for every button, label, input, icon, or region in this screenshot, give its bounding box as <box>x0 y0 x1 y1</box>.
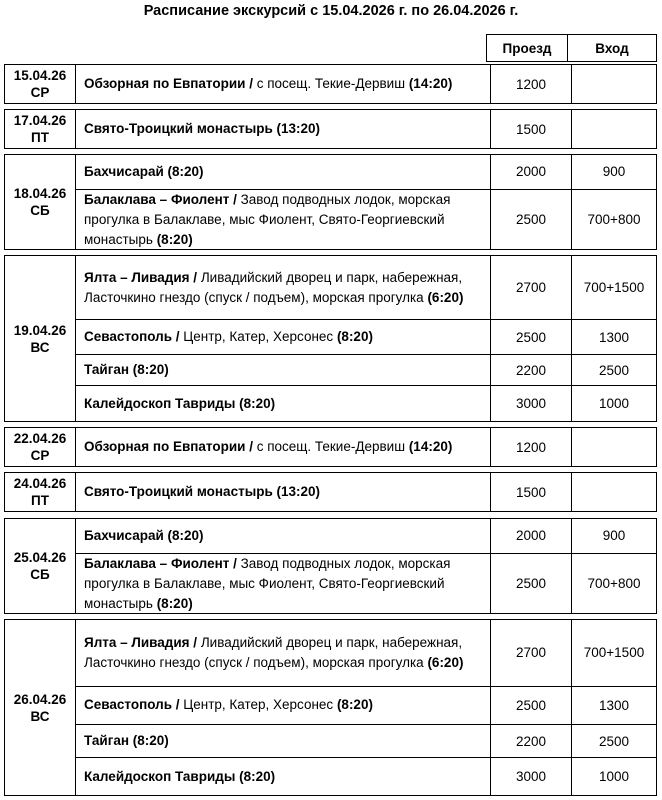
excursion-description <box>76 320 491 354</box>
date-group <box>4 154 657 250</box>
weekday-value: ВС <box>30 708 50 724</box>
excursion-text <box>84 437 452 457</box>
excursion-text <box>84 394 275 414</box>
departure-time: (6:20) <box>427 654 464 670</box>
excursion-description <box>76 519 491 553</box>
table-row <box>76 758 656 795</box>
excursion-description <box>76 725 491 757</box>
table-row <box>76 320 656 355</box>
entry-price <box>572 473 656 511</box>
fare-price: 2700 <box>491 256 572 319</box>
excursion-details: с посещ. Текие-Дервиш <box>252 76 409 91</box>
date-cell <box>5 155 76 249</box>
fare-price: 2500 <box>491 554 572 614</box>
weekday-value: ВС <box>30 339 50 355</box>
fare-price: 1500 <box>491 110 572 148</box>
departure-time: (8:20) <box>336 697 373 713</box>
excursion-details: Центр, Катер, Херсонес <box>179 329 337 345</box>
entry-column-header: Вход <box>595 40 629 56</box>
excursion-title: Тайган (8:20) <box>84 733 169 749</box>
table-row <box>76 725 656 758</box>
entry-price: 1300 <box>598 697 630 713</box>
excursion-description <box>76 687 491 725</box>
departure-time: (14:20) <box>408 439 453 454</box>
entry-price: 700+1500 <box>583 280 645 296</box>
excursion-rows <box>76 256 656 421</box>
excursion-rows <box>76 65 656 103</box>
entry-price: 1300 <box>598 329 630 345</box>
excursion-text <box>84 633 490 673</box>
excursion-title: Балаклава – Фиолент / <box>84 555 237 571</box>
date-cell <box>5 519 76 613</box>
table-row <box>76 386 656 421</box>
table-row <box>76 519 656 554</box>
excursion-text <box>84 327 373 347</box>
date-value: 17.04.26 <box>13 113 67 128</box>
entry-price: 900 <box>602 164 626 180</box>
date-cell <box>5 110 76 148</box>
table-row <box>76 190 656 250</box>
date-value: 26.04.26 <box>13 691 67 707</box>
excursion-details: Ливадийский дворец и парк, набережная, Ласточкино гнездо (спуск / подъем), морская прогулка <box>84 634 463 670</box>
date-value: 15.04.26 <box>13 68 67 83</box>
table-row <box>76 110 656 148</box>
excursion-details: Центр, Катер, Херсонес <box>179 697 337 713</box>
fare-price: 3000 <box>491 758 572 795</box>
entry-price <box>572 110 656 148</box>
weekday-value: СБ <box>30 203 50 218</box>
table-header <box>486 34 657 62</box>
entry-price: 2500 <box>598 362 630 378</box>
excursion-text <box>84 268 490 308</box>
date-cell <box>5 473 76 511</box>
fare-price: 1500 <box>491 473 572 511</box>
excursion-details: Завод подводных лодок, морская прогулка в Балаклаве, мыс Фиолент, Свято-Георгиевский монастырь <box>84 191 451 247</box>
excursion-title: Тайган (8:20) <box>84 362 169 378</box>
weekday-value: ПТ <box>31 130 49 145</box>
excursion-rows <box>76 428 656 466</box>
excursion-rows <box>76 155 656 249</box>
excursion-text <box>84 526 204 546</box>
fare-price: 2000 <box>491 519 572 553</box>
excursion-title: Обзорная по Евпатории / <box>84 76 253 91</box>
fare-price: 2500 <box>491 320 572 354</box>
excursion-description <box>76 110 491 148</box>
excursion-title: Обзорная по Евпатории / <box>84 439 253 454</box>
weekday-value: ПТ <box>31 493 49 508</box>
date-group <box>4 472 657 512</box>
excursion-title: Калейдоскоп Тавриды (8:20) <box>84 395 276 411</box>
excursion-description <box>76 155 491 189</box>
entry-price <box>572 65 656 103</box>
date-value: 19.04.26 <box>13 322 67 338</box>
date-cell <box>5 620 76 795</box>
excursion-text <box>84 482 320 502</box>
entry-price: 1000 <box>598 396 630 412</box>
date-group <box>4 619 657 796</box>
page-title: Расписание экскурсий с 15.04.2026 г. по 26.04.2026 г. <box>143 3 519 19</box>
excursion-rows <box>76 620 656 795</box>
excursion-description <box>76 758 491 795</box>
excursion-title: Бахчисарай (8:20) <box>84 163 204 179</box>
table-row <box>76 256 656 320</box>
entry-price: 1000 <box>598 769 630 785</box>
fare-price: 2700 <box>491 620 572 686</box>
excursion-details: Ливадийский дворец и парк, набережная, Ласточкино гнездо (спуск / подъем), морская прогулка <box>84 269 463 305</box>
table-row <box>76 554 656 614</box>
fare-price: 1200 <box>491 428 572 466</box>
fare-price: 3000 <box>491 386 572 421</box>
excursion-title: Калейдоскоп Тавриды (8:20) <box>84 768 276 784</box>
excursion-rows <box>76 110 656 148</box>
excursion-text <box>84 74 452 94</box>
table-row <box>76 620 656 687</box>
entry-price: 700+800 <box>587 576 641 592</box>
table-row <box>76 687 656 726</box>
excursion-title: Ялта – Ливадия / <box>84 269 198 285</box>
date-cell <box>5 256 76 421</box>
date-group <box>4 64 657 104</box>
date-group <box>4 255 657 422</box>
entry-price: 700+800 <box>587 212 641 228</box>
excursion-text <box>84 360 169 380</box>
excursion-description <box>76 428 491 466</box>
excursion-title: Свято-Троицкий монастырь (13:20) <box>84 484 321 499</box>
fare-column-header: Проезд <box>487 35 568 61</box>
fare-price: 2500 <box>491 190 572 250</box>
table-row <box>76 155 656 190</box>
date-value: 18.04.26 <box>13 186 67 201</box>
excursion-text <box>84 190 490 250</box>
weekday-value: СР <box>30 448 50 463</box>
table-row <box>76 65 656 103</box>
date-value: 22.04.26 <box>13 431 67 446</box>
excursion-text <box>84 695 373 715</box>
departure-time: (8:20) <box>156 231 193 247</box>
weekday-value: СР <box>30 85 50 100</box>
date-group <box>4 109 657 149</box>
fare-price: 2200 <box>491 355 572 385</box>
excursion-description <box>76 256 491 319</box>
excursion-description <box>76 620 491 686</box>
date-cell <box>5 65 76 103</box>
date-cell <box>5 428 76 466</box>
fare-price: 1200 <box>491 65 572 103</box>
excursion-description <box>76 554 491 614</box>
departure-time: (8:20) <box>336 329 373 345</box>
date-value: 24.04.26 <box>13 476 67 491</box>
excursion-details: с посещ. Текие-Дервиш <box>252 439 409 454</box>
excursion-title: Балаклава – Фиолент / <box>84 191 237 207</box>
excursion-title: Ялта – Ливадия / <box>84 634 198 650</box>
excursion-text <box>84 554 490 614</box>
excursion-title: Севастополь / <box>84 697 180 713</box>
excursion-description <box>76 355 491 385</box>
table-row <box>76 355 656 386</box>
entry-price: 900 <box>602 528 626 544</box>
excursion-rows <box>76 519 656 613</box>
excursion-title: Свято-Троицкий монастырь (13:20) <box>84 121 321 136</box>
excursion-text <box>84 162 204 182</box>
excursion-details: Завод подводных лодок, морская прогулка в Балаклаве, мыс Фиолент, Свято-Георгиевский монастырь <box>84 555 451 611</box>
excursion-description <box>76 65 491 103</box>
table-row <box>76 428 656 466</box>
excursion-description <box>76 386 491 421</box>
fare-price: 2000 <box>491 155 572 189</box>
departure-time: (14:20) <box>408 76 453 91</box>
excursion-text <box>84 767 275 787</box>
date-group <box>4 427 657 467</box>
excursion-description <box>76 473 491 511</box>
date-value: 25.04.26 <box>13 550 67 565</box>
departure-time: (6:20) <box>427 289 464 305</box>
entry-price <box>572 428 656 466</box>
excursion-text <box>84 731 169 751</box>
excursion-rows <box>76 473 656 511</box>
fare-price: 2500 <box>491 687 572 725</box>
table-row <box>76 473 656 511</box>
excursion-text <box>84 119 320 139</box>
fare-price: 2200 <box>491 725 572 757</box>
entry-price: 2500 <box>598 733 630 749</box>
departure-time: (8:20) <box>156 595 193 611</box>
entry-price: 700+1500 <box>583 645 645 661</box>
excursion-title: Бахчисарай (8:20) <box>84 527 204 543</box>
weekday-value: СБ <box>30 567 50 582</box>
excursion-title: Севастополь / <box>84 329 180 345</box>
date-group <box>4 518 657 614</box>
excursion-description <box>76 190 491 250</box>
